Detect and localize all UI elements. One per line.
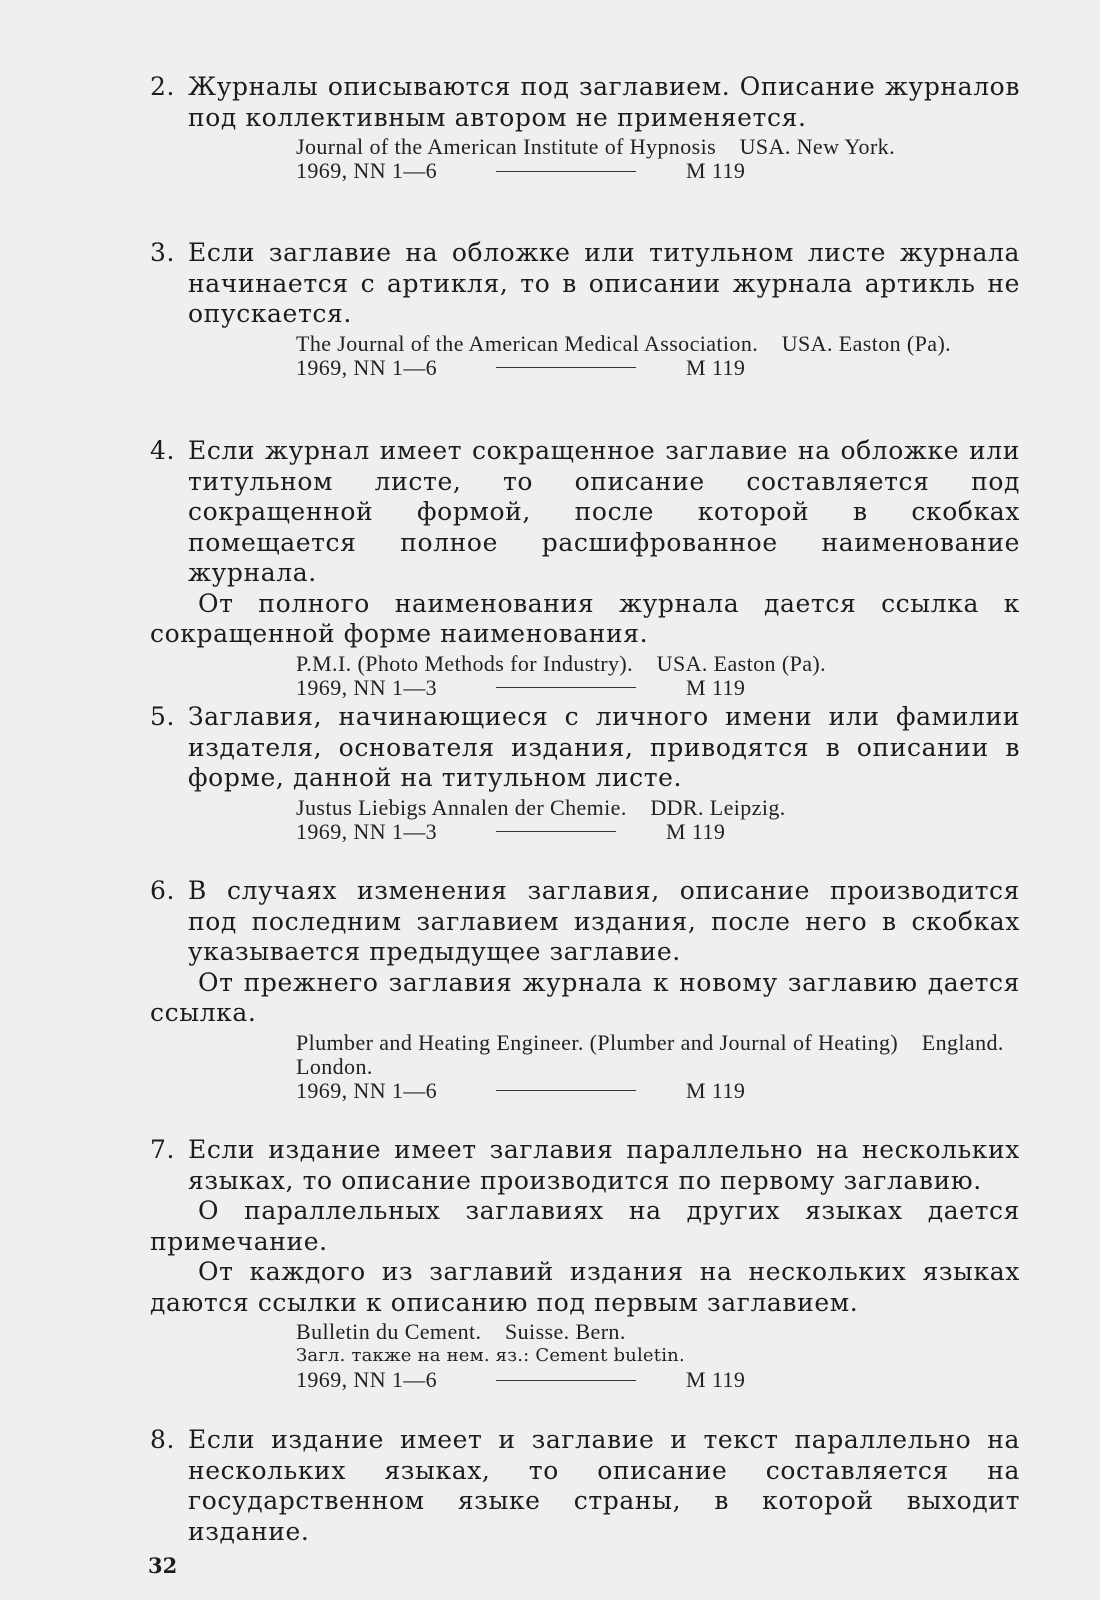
rule-continuation: От прежнего заглавия журнала к новому заглавию дается ссылка. <box>150 967 1020 1027</box>
holdings-years: 1969, NN 1—6 <box>296 1367 438 1392</box>
holdings-dash <box>496 687 636 688</box>
rule-continuation: От каждого из заглавий издания на нескольких языках даются ссылки к описанию под первым заглавием. <box>150 1257 1020 1317</box>
rule-number: 3. <box>150 238 176 267</box>
example-title: Journal of the American Institute of Hypnosis USA. New York. <box>296 134 895 159</box>
holdings-dash <box>496 1090 636 1091</box>
holdings-years: 1969, NN 1—6 <box>296 1077 438 1103</box>
example-title: Bulletin du Cement. Suisse. Bern. <box>296 1319 626 1344</box>
holdings-line <box>296 159 1020 183</box>
holdings-dash <box>496 831 616 832</box>
page-number: 32 <box>148 1553 178 1578</box>
rule-5 <box>150 702 1020 844</box>
rule-number: 2. <box>150 72 176 101</box>
rule-number: 8. <box>150 1425 176 1454</box>
holdings-line <box>296 820 1020 844</box>
holdings-years: 1969, NN 1—3 <box>296 674 438 700</box>
holdings-dash <box>496 367 636 368</box>
holdings-years: 1969, NN 1—6 <box>296 158 438 183</box>
holdings-years: 1969, NN 1—3 <box>296 818 438 844</box>
example-entry <box>296 1320 1020 1392</box>
rule-continuation: О параллельных заглавиях на других языках дается примечание. <box>150 1196 1020 1256</box>
shelf-mark: M 119 <box>686 158 746 183</box>
rule-7 <box>150 1135 1020 1392</box>
holdings-line <box>296 356 1020 380</box>
rule-text: Журналы описываются под заглавием. Описание журналов под коллективным автором не применяется. <box>188 72 1020 132</box>
rule-text: Если журнал имеет сокращенное заглавие на обложке или титульном листе, то описание составляется под сокращенной формой, после которой в скобках помещается полное расшифрованное наименование журнала. <box>188 436 1020 587</box>
rule-number: 5. <box>150 702 176 731</box>
example-note: Загл. также на нем. яз.: Cement buletin. <box>296 1345 685 1366</box>
rule-6 <box>150 876 1020 1103</box>
rule-text: Заглавия, начинающиеся с личного имени или фамилии издателя, основателя издания, приводятся в описании в форме, данной на титульном листе. <box>188 702 1020 792</box>
example-title: Justus Liebigs Annalen der Chemie. DDR. Leipzig. <box>296 794 786 820</box>
rule-3 <box>150 238 1020 380</box>
rule-4 <box>150 436 1020 700</box>
rule-number: 4. <box>150 436 176 465</box>
rule-8 <box>150 1425 1020 1547</box>
holdings-line <box>296 1368 1020 1392</box>
rule-continuation: От полного наименования журнала дается ссылка к сокращенной форме наименования. <box>150 588 1020 648</box>
example-title: Plumber and Heating Engineer. (Plumber and Journal of Heating) England. London. <box>296 1029 1010 1079</box>
example-title: The Journal of the American Medical Association. USA. Easton (Pa). <box>296 330 952 356</box>
rule-number: 7. <box>150 1135 176 1164</box>
shelf-mark: M 119 <box>686 1077 746 1103</box>
rule-text: В случаях изменения заглавия, описание производится под последним заглавием издания, после него в скобках указывается предыдущее заглавие. <box>188 876 1020 966</box>
rule-number: 6. <box>150 876 176 905</box>
holdings-line <box>296 676 1020 700</box>
example-entry <box>296 652 1020 700</box>
shelf-mark: M 119 <box>686 674 746 700</box>
example-entry <box>296 796 1020 844</box>
holdings-dash <box>496 1380 636 1381</box>
example-entry <box>296 332 1020 380</box>
shelf-mark: M 119 <box>666 818 726 844</box>
holdings-years: 1969, NN 1—6 <box>296 354 438 380</box>
rule-text: Если издание имеет заглавия параллельно на нескольких языках, то описание производится по первому заглавию. <box>188 1135 1020 1195</box>
example-entry <box>296 135 1020 183</box>
example-title: P.M.I. (Photo Methods for Industry). USA. Easton (Pa). <box>296 650 827 676</box>
shelf-mark: M 119 <box>686 1367 746 1392</box>
shelf-mark: M 119 <box>686 354 746 380</box>
holdings-dash <box>496 171 636 172</box>
rule-text: Если заглавие на обложке или титульном листе журнала начинается с артикля, то в описании журнала артикль не опускается. <box>188 238 1020 328</box>
rule-2 <box>150 72 1020 183</box>
example-entry <box>296 1031 1020 1103</box>
rule-text: Если издание имеет и заглавие и текст параллельно на нескольких языках, то описание составляется на государственном языке страны, в которой выходит издание. <box>188 1425 1020 1546</box>
holdings-line <box>296 1079 1020 1103</box>
